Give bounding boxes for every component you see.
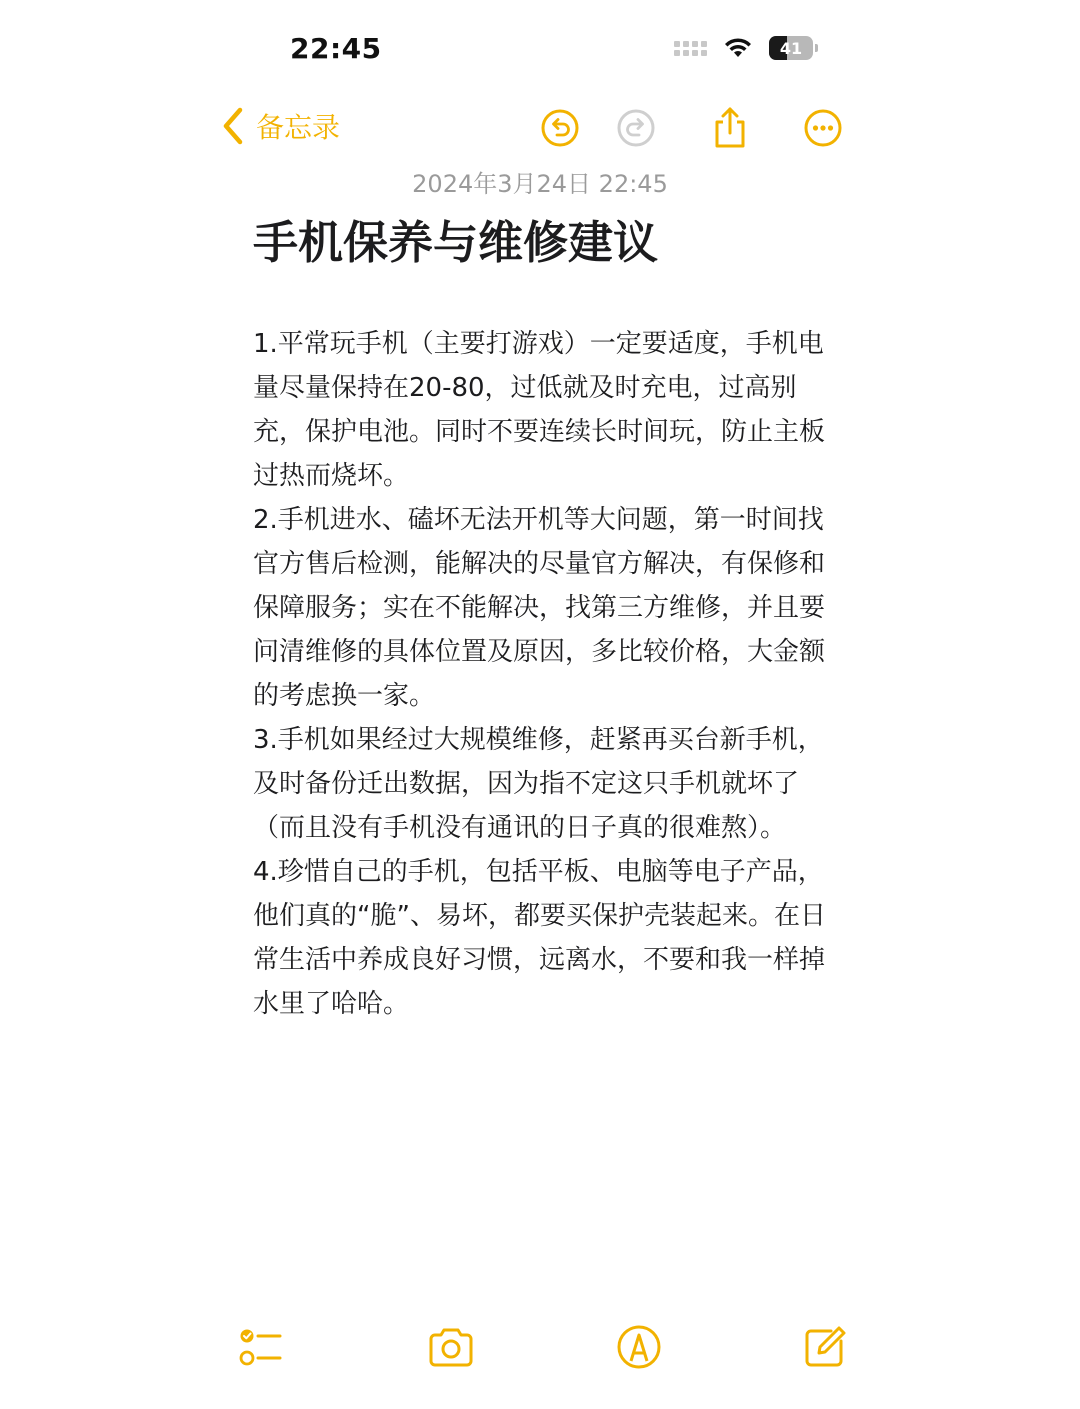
checklist-button[interactable] [235, 1322, 285, 1372]
compose-icon [801, 1323, 849, 1371]
compose-button[interactable] [800, 1322, 850, 1372]
undo-icon [538, 106, 582, 150]
note-title[interactable]: 手机保养与维修建议 [253, 216, 659, 269]
chevron-left-icon [220, 106, 246, 146]
status-icons [674, 36, 818, 60]
bottom-toolbar [0, 1320, 1080, 1380]
share-button[interactable] [708, 106, 752, 150]
more-icon [801, 106, 845, 150]
share-icon [708, 106, 752, 150]
redo-button[interactable] [614, 106, 658, 150]
status-time: 22:45 [290, 32, 382, 65]
redo-icon [614, 106, 658, 150]
markup-button[interactable] [614, 1322, 664, 1372]
checklist-icon [236, 1323, 284, 1371]
more-button[interactable] [801, 106, 845, 150]
back-label: 备忘录 [256, 111, 341, 144]
note-body[interactable]: 1.平常玩手机（主要打游戏）一定要适度，手机电量尽量保持在20-80，过低就及时充电，过高别充，保护电池。同时不要连续长时间玩，防止主板过热而烧坏。 2.手机进水、磕坏无法开机等大问题，第一时间找官方售后检测，能解决的尽量官方解决，有保修和保障服务；实在不能解决，找第三方维修，并且要问清维修的具体位置及原因，多比较价格，大金额的考虑换一家。 3.手机如果经过大规模维修，赶紧再买台新手机，及时备份迁出数据，因为指不定这只手机就坏了（而且没有手机没有通讯的日子真的很难熬）。 4.珍惜自己的手机，包括平板、电脑等电子产品，他们真的“脆”、易坏，都要买保护壳装起来。在日常生活中养成良好习惯，远离水，不要和我一样掉水里了哈哈。 [253, 329, 826, 1019]
nav-bar [0, 100, 1080, 160]
camera-button[interactable] [426, 1322, 476, 1372]
battery-percent: 41 [779, 38, 803, 58]
undo-button[interactable] [538, 106, 582, 150]
battery-cap [815, 44, 818, 52]
wifi-icon [723, 37, 753, 59]
markup-pen-icon [615, 1323, 663, 1371]
status-bar [0, 0, 1080, 100]
battery-icon [769, 36, 813, 60]
note-date: 2024年3月24日 22:45 [412, 170, 668, 198]
cellular-signal-icon [674, 41, 707, 56]
camera-icon [427, 1323, 475, 1371]
back-button[interactable] [220, 106, 340, 146]
